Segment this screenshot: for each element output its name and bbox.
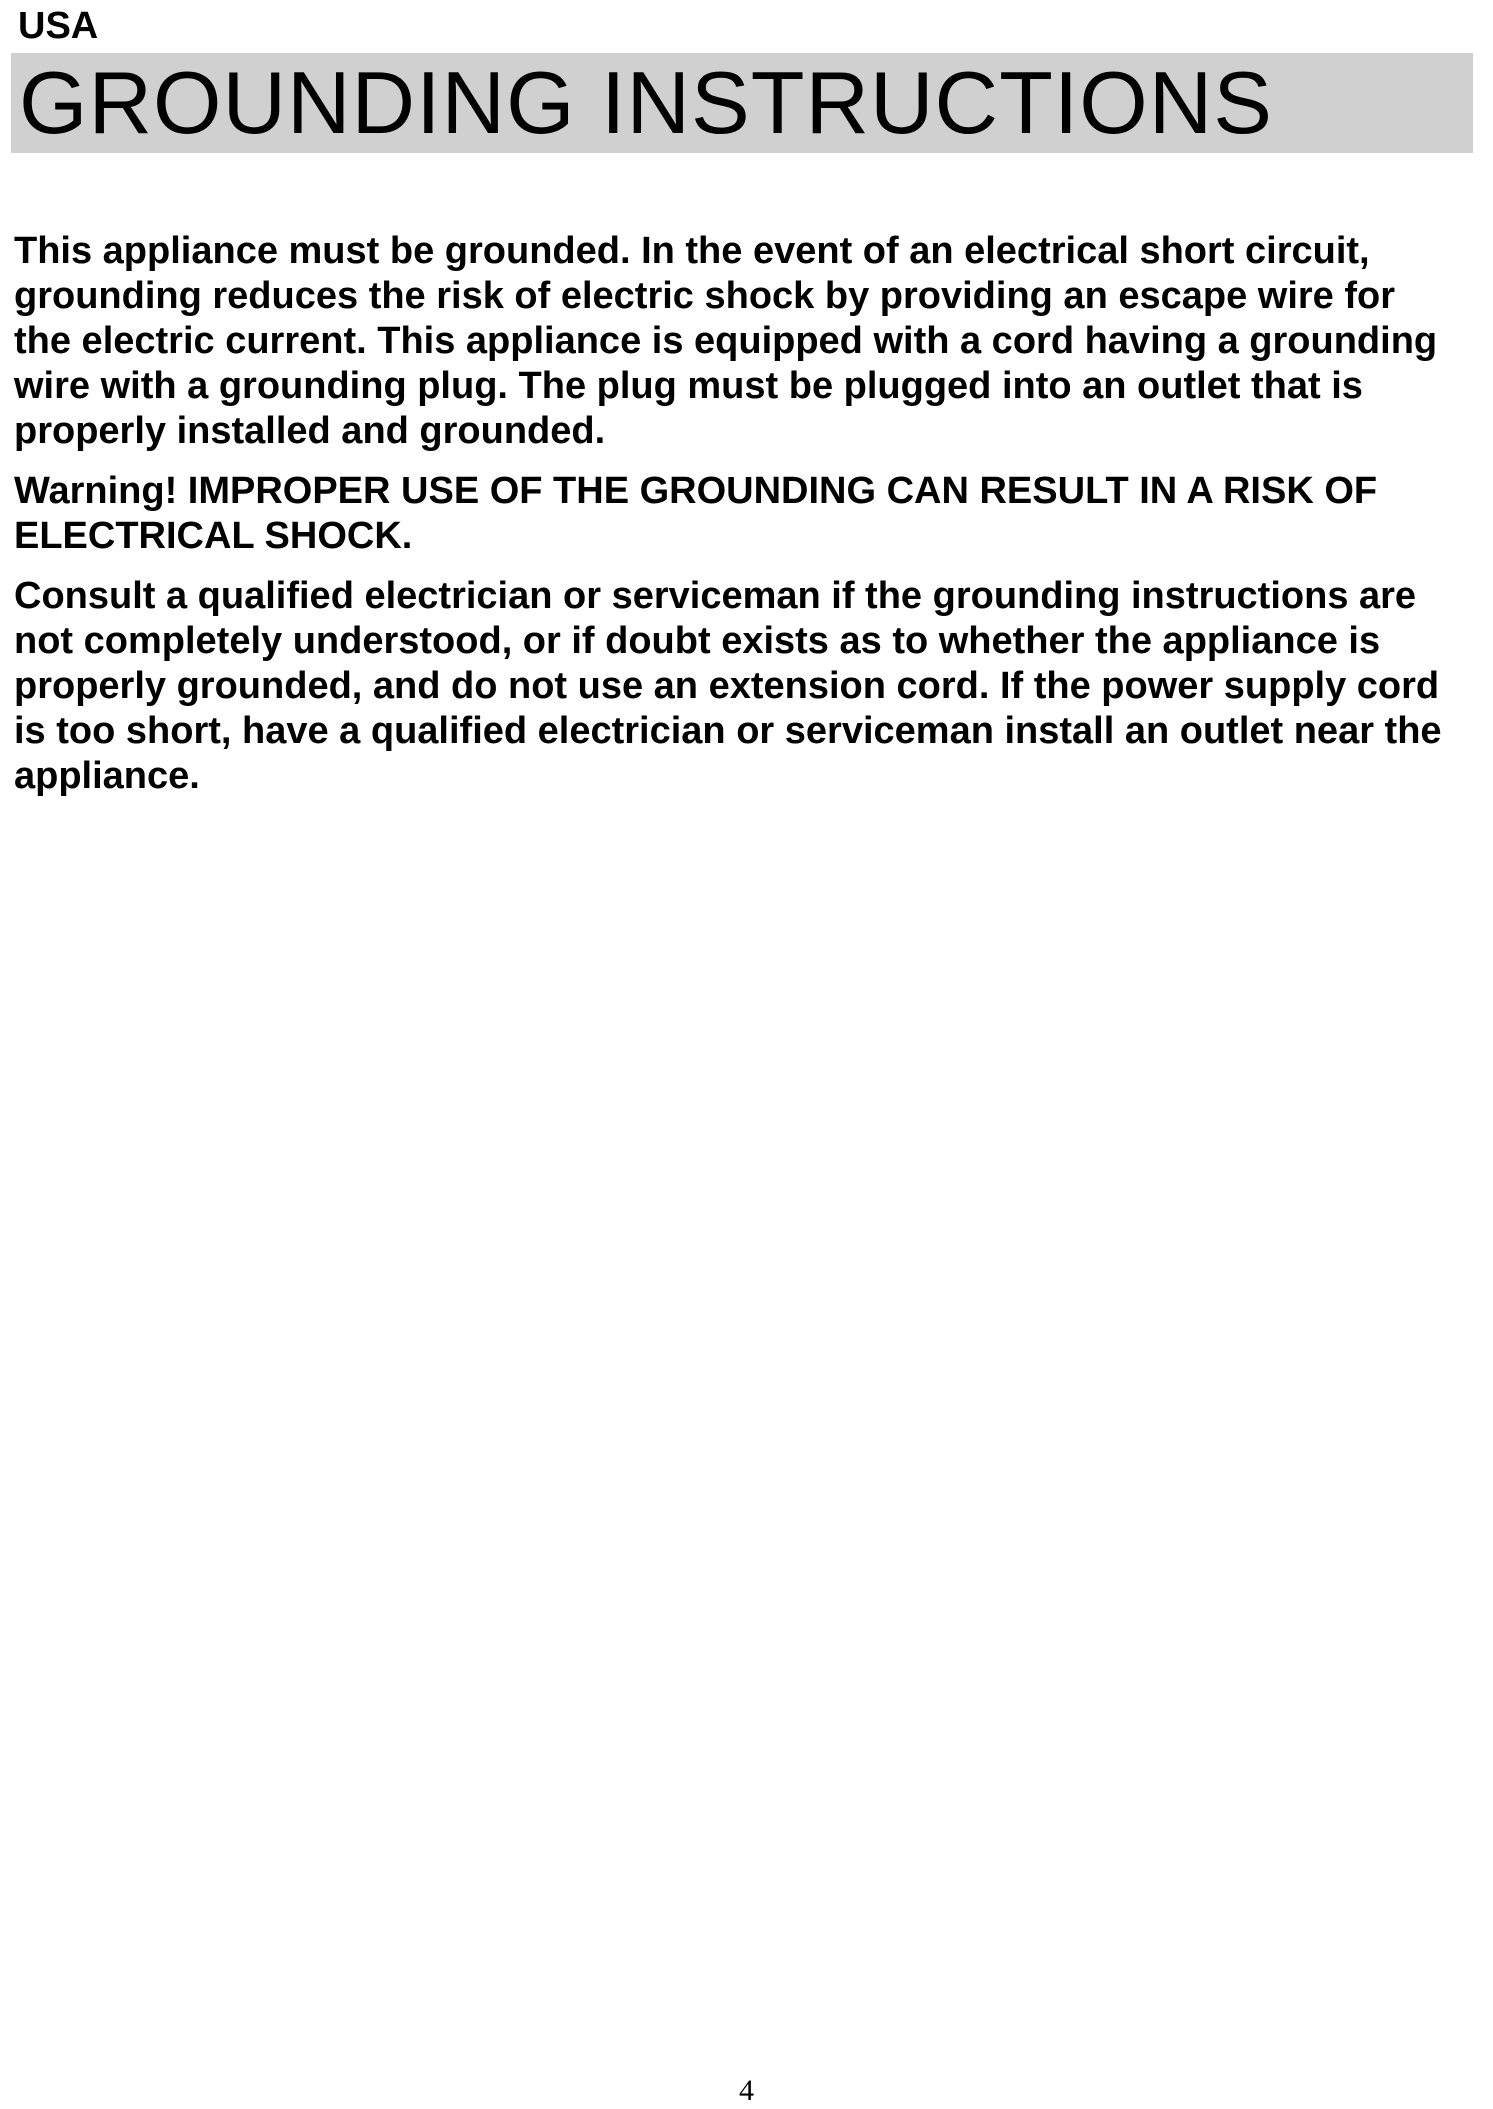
page-title: GROUNDING INSTRUCTIONS	[19, 53, 1273, 152]
paragraph-line: the electric current. This appliance is equipped with a cord having a grounding	[14, 320, 1438, 362]
paragraph-line: ELECTRICAL SHOCK.	[14, 515, 413, 557]
paragraph-line: Consult a qualified electrician or serviceman if the grounding instructions are	[14, 575, 1417, 617]
paragraph-line: Warning! IMPROPER USE OF THE GROUNDING CAN RESULT IN A RISK OF	[14, 470, 1378, 512]
paragraph-line: This appliance must be grounded. In the event of an electrical short circuit,	[14, 230, 1370, 272]
instructions-body	[14, 229, 1484, 814]
grounding-paragraph	[14, 229, 1484, 454]
paragraph-line: properly installed and grounded.	[14, 410, 606, 452]
warning-paragraph	[14, 469, 1484, 559]
consult-paragraph	[14, 574, 1484, 799]
title-bar	[11, 53, 1473, 153]
paragraph-line: grounding reduces the risk of electric shock by providing an escape wire for	[14, 275, 1396, 317]
paragraph-line: wire with a grounding plug. The plug must be plugged into an outlet that is	[14, 365, 1363, 407]
paragraph-line: is too short, have a qualified electrician or serviceman install an outlet near the	[14, 710, 1442, 752]
paragraph-line: not completely understood, or if doubt exists as to whether the appliance is	[14, 620, 1381, 662]
paragraph-line: appliance.	[14, 755, 200, 797]
paragraph-line: properly grounded, and do not use an extension cord. If the power supply cord	[14, 665, 1440, 707]
page-number: 4	[739, 2074, 754, 2107]
region-label: USA	[18, 5, 99, 47]
